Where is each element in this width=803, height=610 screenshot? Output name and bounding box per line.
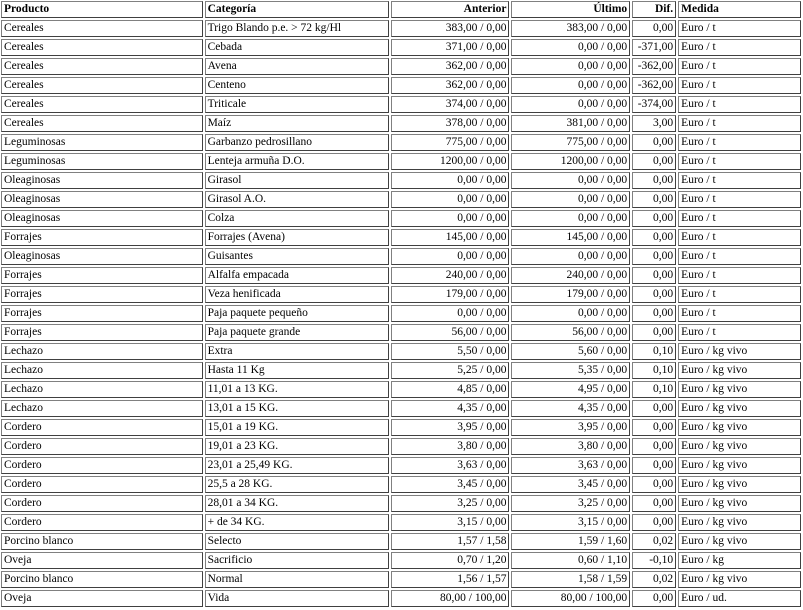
cell-medida: Euro / t — [678, 20, 801, 37]
cell-dif: 3,00 — [632, 115, 676, 132]
cell-producto: Lechazo — [1, 343, 203, 360]
table-row — [1, 305, 801, 322]
cell-anterior: 5,50 / 0,00 — [391, 343, 510, 360]
cell-medida: Euro / kg vivo — [678, 533, 801, 550]
cell-dif: 0,00 — [632, 229, 676, 246]
cell-medida: Euro / t — [678, 172, 801, 189]
cell-categoria: Selecto — [205, 533, 389, 550]
cell-categoria: 19,01 a 23 KG. — [205, 438, 389, 455]
cell-anterior: 362,00 / 0,00 — [391, 58, 510, 75]
table-row — [1, 267, 801, 284]
cell-dif: 0,00 — [632, 438, 676, 455]
cell-categoria: Vida — [205, 590, 389, 607]
cell-anterior: 0,00 / 0,00 — [391, 305, 510, 322]
cell-anterior: 240,00 / 0,00 — [391, 267, 510, 284]
cell-categoria: 28,01 a 34 KG. — [205, 495, 389, 512]
cell-categoria: Veza henificada — [205, 286, 389, 303]
cell-dif: -371,00 — [632, 39, 676, 56]
cell-anterior: 179,00 / 0,00 — [391, 286, 510, 303]
cell-categoria: 15,01 a 19 KG. — [205, 419, 389, 436]
cell-producto: Forrajes — [1, 305, 203, 322]
table-body — [1, 20, 801, 607]
cell-ultimo: 179,00 / 0,00 — [511, 286, 630, 303]
cell-producto: Oleaginosas — [1, 172, 203, 189]
cell-dif: 0,00 — [632, 134, 676, 151]
table-row — [1, 381, 801, 398]
cell-ultimo: 4,35 / 0,00 — [511, 400, 630, 417]
cell-medida: Euro / t — [678, 39, 801, 56]
cell-ultimo: 0,60 / 1,10 — [511, 552, 630, 569]
table-row — [1, 571, 801, 588]
cell-medida: Euro / kg — [678, 552, 801, 569]
cell-categoria: 13,01 a 15 KG. — [205, 400, 389, 417]
cell-producto: Leguminosas — [1, 153, 203, 170]
cell-dif: 0,00 — [632, 476, 676, 493]
cell-dif: 0,00 — [632, 514, 676, 531]
cell-ultimo: 0,00 / 0,00 — [511, 96, 630, 113]
cell-medida: Euro / kg vivo — [678, 476, 801, 493]
cell-ultimo: 0,00 / 0,00 — [511, 305, 630, 322]
cell-producto: Forrajes — [1, 267, 203, 284]
cell-anterior: 4,35 / 0,00 — [391, 400, 510, 417]
header-row — [1, 1, 801, 18]
cell-dif: 0,00 — [632, 210, 676, 227]
cell-medida: Euro / t — [678, 324, 801, 341]
cell-dif: 0,02 — [632, 533, 676, 550]
cell-anterior: 775,00 / 0,00 — [391, 134, 510, 151]
cell-medida: Euro / t — [678, 96, 801, 113]
cell-ultimo: 0,00 / 0,00 — [511, 77, 630, 94]
cell-categoria: Extra — [205, 343, 389, 360]
cell-ultimo: 0,00 / 0,00 — [511, 191, 630, 208]
cell-anterior: 5,25 / 0,00 — [391, 362, 510, 379]
cell-producto: Lechazo — [1, 400, 203, 417]
table-row — [1, 457, 801, 474]
table-row — [1, 286, 801, 303]
cell-medida: Euro / t — [678, 134, 801, 151]
cell-anterior: 3,15 / 0,00 — [391, 514, 510, 531]
cell-producto: Oleaginosas — [1, 248, 203, 265]
table-row — [1, 533, 801, 550]
cell-medida: Euro / ud. — [678, 590, 801, 607]
cell-ultimo: 5,60 / 0,00 — [511, 343, 630, 360]
cell-dif: 0,00 — [632, 286, 676, 303]
cell-ultimo: 145,00 / 0,00 — [511, 229, 630, 246]
cell-dif: 0,10 — [632, 362, 676, 379]
cell-producto: Lechazo — [1, 381, 203, 398]
cell-ultimo: 3,25 / 0,00 — [511, 495, 630, 512]
table-row — [1, 419, 801, 436]
cell-producto: Oveja — [1, 552, 203, 569]
cell-producto: Forrajes — [1, 286, 203, 303]
cell-medida: Euro / t — [678, 153, 801, 170]
cell-anterior: 1200,00 / 0,00 — [391, 153, 510, 170]
cell-ultimo: 56,00 / 0,00 — [511, 324, 630, 341]
cell-producto: Cordero — [1, 476, 203, 493]
cell-medida: Euro / t — [678, 229, 801, 246]
cell-categoria: Colza — [205, 210, 389, 227]
cell-medida: Euro / kg vivo — [678, 381, 801, 398]
cell-categoria: Avena — [205, 58, 389, 75]
cell-ultimo: 5,35 / 0,00 — [511, 362, 630, 379]
cell-producto: Cereales — [1, 96, 203, 113]
cell-dif: 0,00 — [632, 324, 676, 341]
cell-medida: Euro / kg vivo — [678, 495, 801, 512]
cell-anterior: 56,00 / 0,00 — [391, 324, 510, 341]
cell-dif: 0,00 — [632, 153, 676, 170]
cell-producto: Oleaginosas — [1, 210, 203, 227]
cell-producto: Forrajes — [1, 324, 203, 341]
col-header-dif: Dif. — [632, 1, 676, 18]
cell-anterior: 0,00 / 0,00 — [391, 248, 510, 265]
cell-medida: Euro / kg vivo — [678, 438, 801, 455]
cell-dif: 0,00 — [632, 248, 676, 265]
cell-dif: 0,00 — [632, 590, 676, 607]
cell-producto: Cordero — [1, 495, 203, 512]
table-row — [1, 39, 801, 56]
cell-anterior: 3,45 / 0,00 — [391, 476, 510, 493]
cell-dif: -362,00 — [632, 77, 676, 94]
cell-categoria: Girasol — [205, 172, 389, 189]
cell-categoria: 25,5 a 28 KG. — [205, 476, 389, 493]
cell-categoria: Cebada — [205, 39, 389, 56]
cell-categoria: Lenteja armuña D.O. — [205, 153, 389, 170]
cell-dif: -362,00 — [632, 58, 676, 75]
cell-anterior: 80,00 / 100,00 — [391, 590, 510, 607]
cell-producto: Porcino blanco — [1, 571, 203, 588]
cell-dif: 0,00 — [632, 419, 676, 436]
cell-anterior: 374,00 / 0,00 — [391, 96, 510, 113]
cell-anterior: 3,63 / 0,00 — [391, 457, 510, 474]
cell-categoria: Paja paquete pequeño — [205, 305, 389, 322]
cell-ultimo: 383,00 / 0,00 — [511, 20, 630, 37]
cell-producto: Cereales — [1, 77, 203, 94]
cell-anterior: 4,85 / 0,00 — [391, 381, 510, 398]
table-row — [1, 77, 801, 94]
cell-dif: 0,10 — [632, 381, 676, 398]
cell-categoria: Guisantes — [205, 248, 389, 265]
cell-anterior: 0,00 / 0,00 — [391, 191, 510, 208]
table-row — [1, 438, 801, 455]
table-row — [1, 324, 801, 341]
cell-dif: -0,10 — [632, 552, 676, 569]
cell-anterior: 371,00 / 0,00 — [391, 39, 510, 56]
cell-ultimo: 4,95 / 0,00 — [511, 381, 630, 398]
cell-medida: Euro / t — [678, 305, 801, 322]
cell-categoria: 11,01 a 13 KG. — [205, 381, 389, 398]
cell-medida: Euro / t — [678, 267, 801, 284]
cell-anterior: 0,70 / 1,20 — [391, 552, 510, 569]
cell-ultimo: 3,80 / 0,00 — [511, 438, 630, 455]
cell-medida: Euro / t — [678, 191, 801, 208]
cell-medida: Euro / t — [678, 248, 801, 265]
cell-dif: 0,00 — [632, 457, 676, 474]
cell-medida: Euro / kg vivo — [678, 419, 801, 436]
cell-anterior: 145,00 / 0,00 — [391, 229, 510, 246]
cell-medida: Euro / t — [678, 115, 801, 132]
table-row — [1, 400, 801, 417]
cell-ultimo: 240,00 / 0,00 — [511, 267, 630, 284]
cell-ultimo: 0,00 / 0,00 — [511, 248, 630, 265]
table-row — [1, 191, 801, 208]
cell-medida: Euro / t — [678, 286, 801, 303]
cell-ultimo: 3,95 / 0,00 — [511, 419, 630, 436]
col-header-ultimo: Último — [511, 1, 630, 18]
cell-categoria: Centeno — [205, 77, 389, 94]
cell-producto: Leguminosas — [1, 134, 203, 151]
cell-categoria: Girasol A.O. — [205, 191, 389, 208]
cell-producto: Lechazo — [1, 362, 203, 379]
cell-ultimo: 3,63 / 0,00 — [511, 457, 630, 474]
cell-categoria: Paja paquete grande — [205, 324, 389, 341]
col-header-producto: Producto — [1, 1, 203, 18]
table-row — [1, 343, 801, 360]
table-row — [1, 172, 801, 189]
cell-medida: Euro / kg vivo — [678, 457, 801, 474]
cell-dif: 0,00 — [632, 305, 676, 322]
cell-medida: Euro / kg vivo — [678, 571, 801, 588]
cell-ultimo: 0,00 / 0,00 — [511, 210, 630, 227]
cell-ultimo: 0,00 / 0,00 — [511, 58, 630, 75]
cell-dif: 0,00 — [632, 267, 676, 284]
cell-categoria: Normal — [205, 571, 389, 588]
cell-medida: Euro / t — [678, 58, 801, 75]
cell-categoria: Forrajes (Avena) — [205, 229, 389, 246]
table-row — [1, 495, 801, 512]
cell-anterior: 1,56 / 1,57 — [391, 571, 510, 588]
cell-ultimo: 3,45 / 0,00 — [511, 476, 630, 493]
cell-ultimo: 381,00 / 0,00 — [511, 115, 630, 132]
table-row — [1, 115, 801, 132]
cell-dif: 0,00 — [632, 495, 676, 512]
cell-categoria: Sacrificio — [205, 552, 389, 569]
cell-categoria: Trigo Blando p.e. > 72 kg/Hl — [205, 20, 389, 37]
cell-anterior: 1,57 / 1,58 — [391, 533, 510, 550]
cell-categoria: Alfalfa empacada — [205, 267, 389, 284]
cell-producto: Cereales — [1, 39, 203, 56]
cell-categoria: + de 34 KG. — [205, 514, 389, 531]
cell-medida: Euro / kg vivo — [678, 343, 801, 360]
cell-dif: 0,00 — [632, 400, 676, 417]
cell-producto: Cordero — [1, 419, 203, 436]
table-row — [1, 248, 801, 265]
table-row — [1, 476, 801, 493]
cell-dif: 0,00 — [632, 20, 676, 37]
table-row — [1, 153, 801, 170]
cell-producto: Cordero — [1, 457, 203, 474]
cell-dif: 0,00 — [632, 172, 676, 189]
cell-dif: 0,00 — [632, 191, 676, 208]
cell-producto: Cereales — [1, 20, 203, 37]
cell-ultimo: 775,00 / 0,00 — [511, 134, 630, 151]
cell-dif: 0,02 — [632, 571, 676, 588]
table-row — [1, 20, 801, 37]
cell-producto: Forrajes — [1, 229, 203, 246]
cell-producto: Cereales — [1, 115, 203, 132]
cell-producto: Cereales — [1, 58, 203, 75]
table-row — [1, 590, 801, 607]
col-header-medida: Medida — [678, 1, 801, 18]
cell-anterior: 3,95 / 0,00 — [391, 419, 510, 436]
cell-ultimo: 80,00 / 100,00 — [511, 590, 630, 607]
cell-producto: Porcino blanco — [1, 533, 203, 550]
cell-medida: Euro / kg vivo — [678, 400, 801, 417]
table-row — [1, 58, 801, 75]
cell-dif: 0,10 — [632, 343, 676, 360]
cell-anterior: 3,25 / 0,00 — [391, 495, 510, 512]
cell-medida: Euro / kg vivo — [678, 514, 801, 531]
cell-ultimo: 0,00 / 0,00 — [511, 172, 630, 189]
table-row — [1, 134, 801, 151]
cell-medida: Euro / t — [678, 77, 801, 94]
table-row — [1, 229, 801, 246]
table-row — [1, 96, 801, 113]
cell-ultimo: 1,58 / 1,59 — [511, 571, 630, 588]
cell-anterior: 383,00 / 0,00 — [391, 20, 510, 37]
cell-categoria: Maíz — [205, 115, 389, 132]
cell-anterior: 0,00 / 0,00 — [391, 172, 510, 189]
cell-dif: -374,00 — [632, 96, 676, 113]
cell-producto: Cordero — [1, 438, 203, 455]
cell-categoria: 23,01 a 25,49 KG. — [205, 457, 389, 474]
table-row — [1, 552, 801, 569]
cell-categoria: Garbanzo pedrosillano — [205, 134, 389, 151]
cell-ultimo: 1,59 / 1,60 — [511, 533, 630, 550]
table-row — [1, 210, 801, 227]
table-row — [1, 362, 801, 379]
cell-ultimo: 1200,00 / 0,00 — [511, 153, 630, 170]
cell-categoria: Hasta 11 Kg — [205, 362, 389, 379]
col-header-categoria: Categoría — [205, 1, 389, 18]
cell-ultimo: 0,00 / 0,00 — [511, 39, 630, 56]
cell-anterior: 362,00 / 0,00 — [391, 77, 510, 94]
cell-producto: Oleaginosas — [1, 191, 203, 208]
cell-producto: Oveja — [1, 590, 203, 607]
cell-anterior: 0,00 / 0,00 — [391, 210, 510, 227]
cell-ultimo: 3,15 / 0,00 — [511, 514, 630, 531]
table-row — [1, 514, 801, 531]
col-header-anterior: Anterior — [391, 1, 510, 18]
cell-medida: Euro / kg vivo — [678, 362, 801, 379]
cell-categoria: Triticale — [205, 96, 389, 113]
cell-anterior: 3,80 / 0,00 — [391, 438, 510, 455]
cell-anterior: 378,00 / 0,00 — [391, 115, 510, 132]
cell-producto: Cordero — [1, 514, 203, 531]
cell-medida: Euro / t — [678, 210, 801, 227]
